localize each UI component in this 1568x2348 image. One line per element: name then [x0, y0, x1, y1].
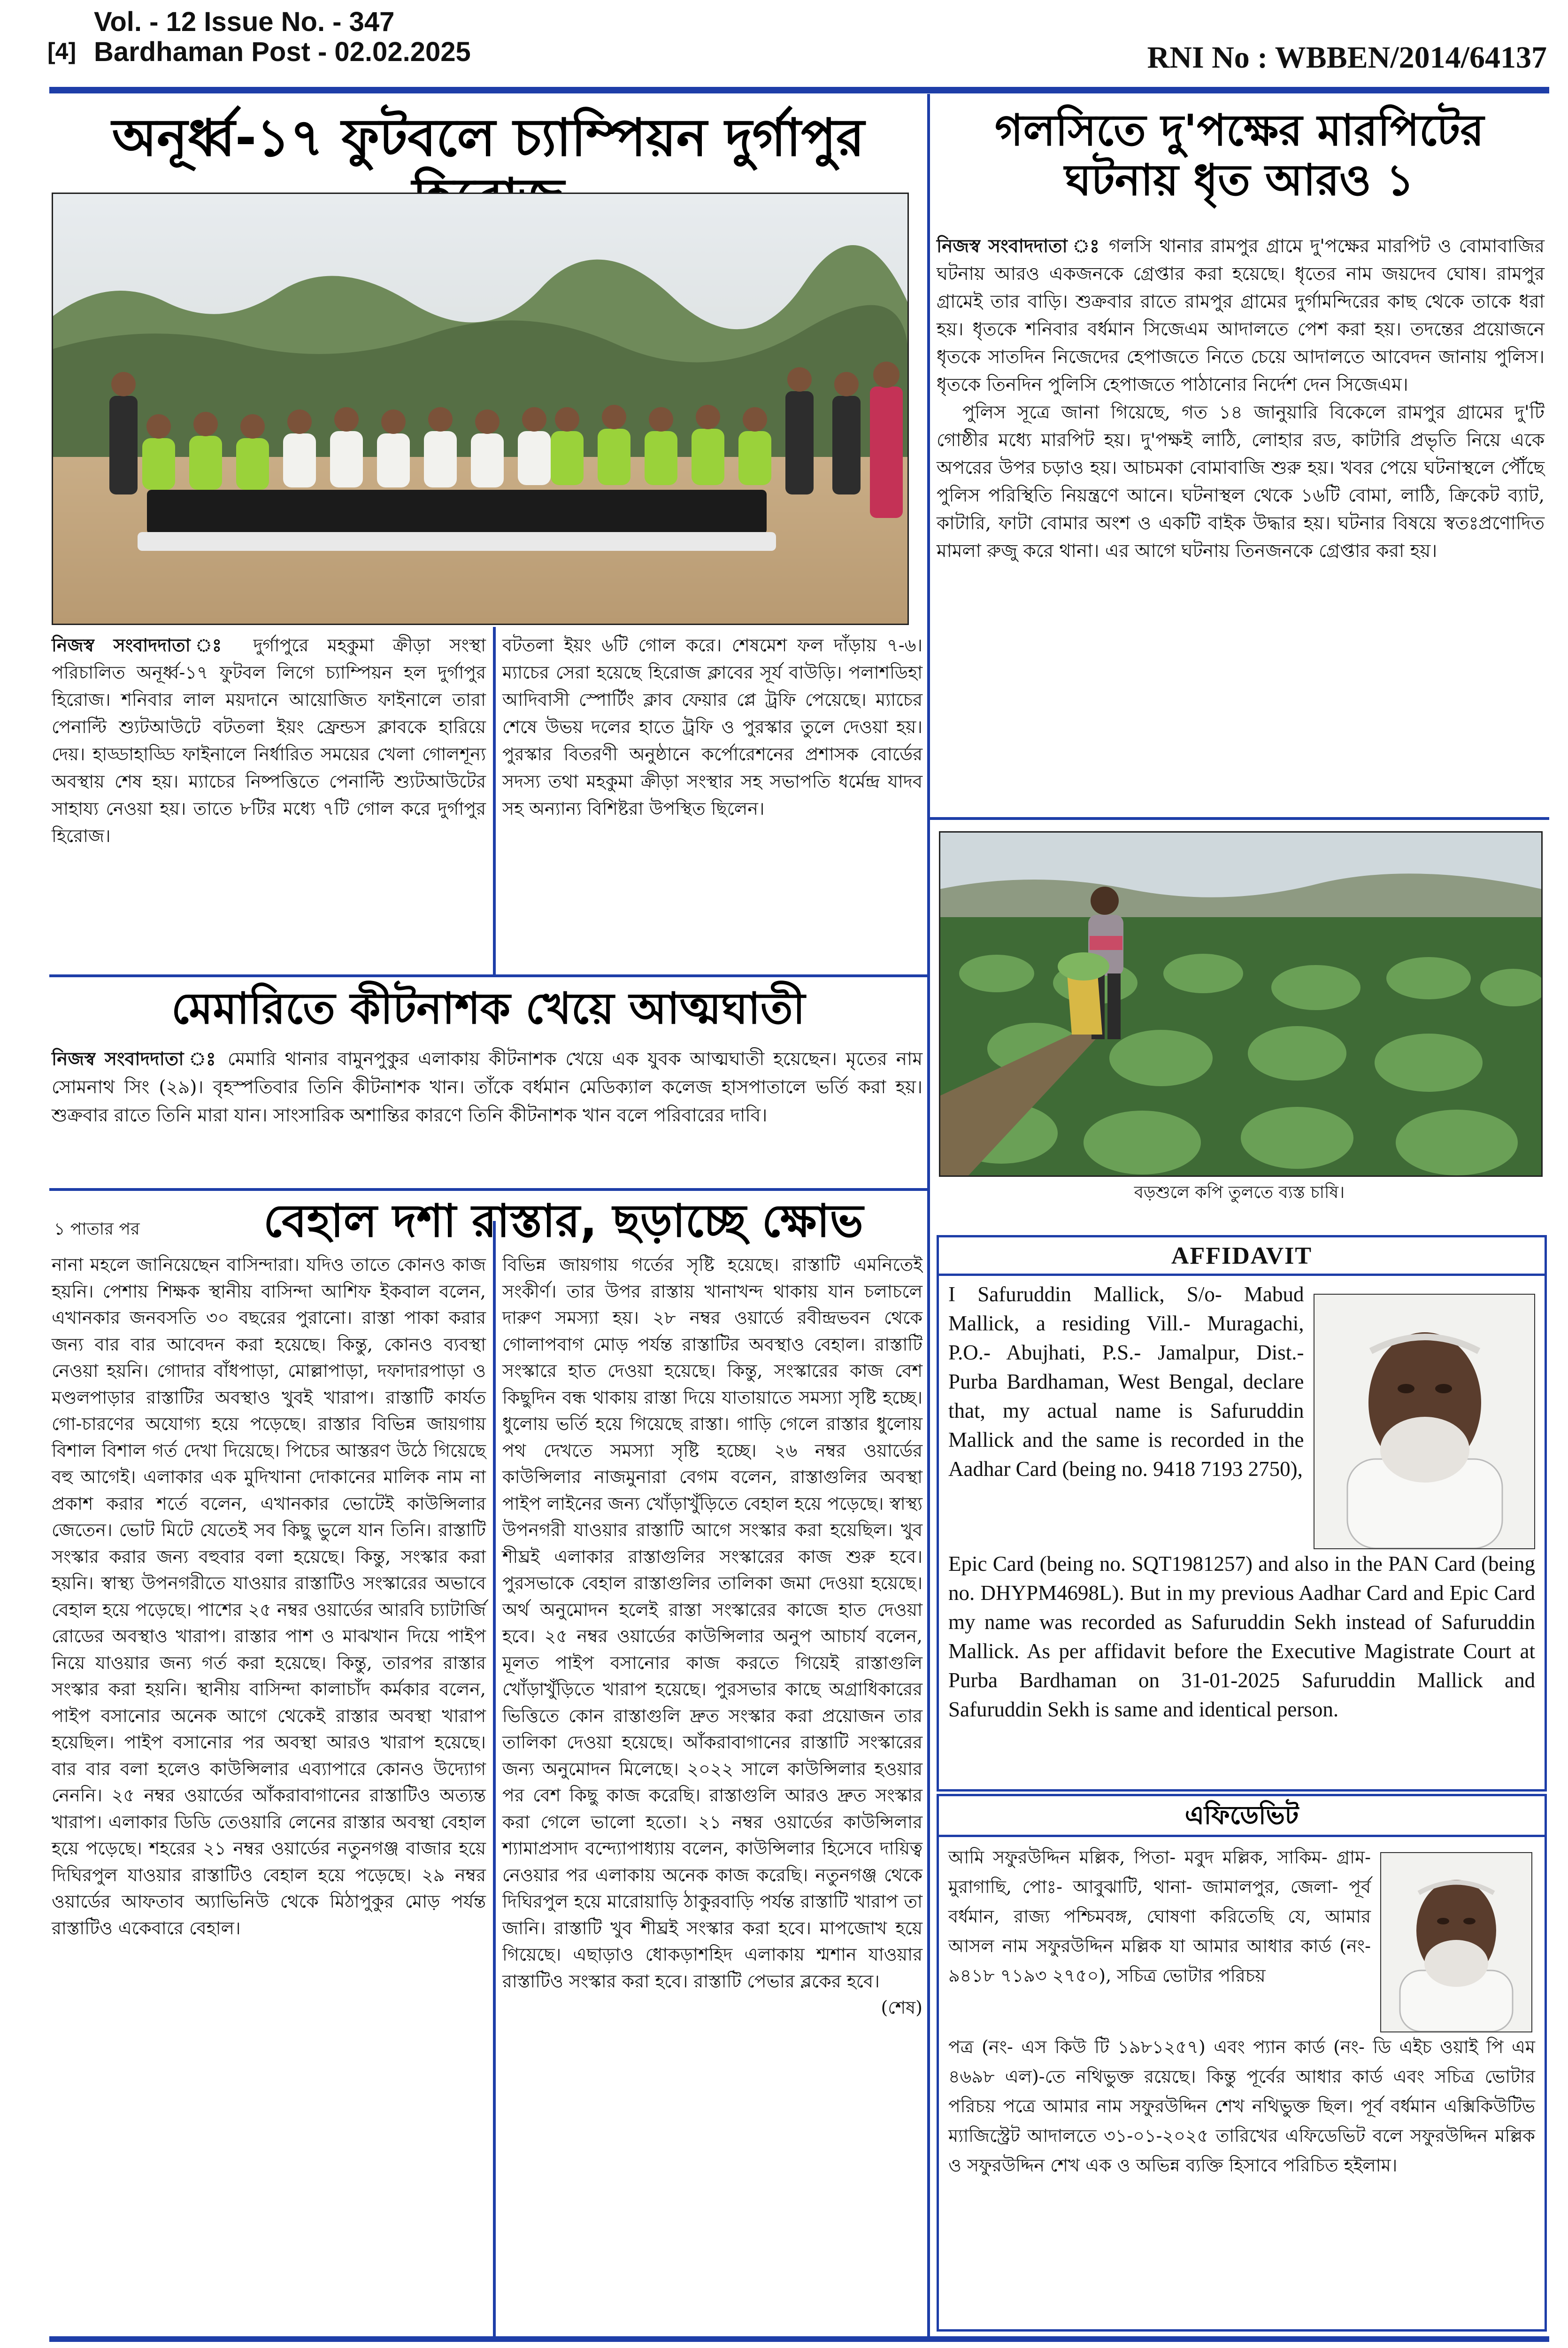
galsi-paragraph-1: [937, 232, 1545, 399]
affidavit-bengali-title: এফিডেভিট: [939, 1801, 1545, 1837]
affidavit-english-top: [948, 1280, 1535, 1549]
football-text-1: দুর্গাপুরে মহকুমা ক্রীড়া সংস্থা পরিচালিত অনূর্ধ্ব-১৭ ফুটবল লিগে চ্যাম্পিয়ন হল দুর্গাপুর হিরোজ। শনিবার লাল ময়দানে আয়োজিত ফাইনালে তারা পেনাল্টি শ্যুটআউটে বটতলা ইয়ং ফ্রেন্ডস ক্লাবকে হারিয়ে দেয়। হাড্ডাহাড্ডি ফাইনালে নির্ধারিত সময়ের খেলা গোলশূন্য অবস্থায় শেষ হয়। ম্যাচের নিষ্পত্তিতে পেনাল্টি শ্যুটআউটের সাহায্য নেওয়া হয়। তাতে ৮টির মধ্যে ৭টি গোল করে দুর্গাপুর হিরোজ।: [52, 635, 486, 846]
section-divider: [930, 817, 1549, 820]
road-text-2: বিভিন্ন জায়গায় গর্তের সৃষ্টি হয়েছে। রাস্তাটি এমনিতেই সংকীর্ণ। তার উপর রাস্তায় খানাখন্দ থাকায় যান চলাচলে দারুণ সমস্যা হয়। ২৮ নম্বর ওয়ার্ডে রবীন্দ্রভবন থেকে গোলাপবাগ মোড় পর্যন্ত রাস্তাটির অবস্থাও বেহাল। রাস্তাটি সংস্কারে হাত দেওয়া হয়েছে। কিন্তু, সংস্কারের কাজ বেশ কিছুদিন বন্ধ থাকায় রাস্তা দিয়ে যাতায়াতে সমস্যা সৃষ্টি হচ্ছে। ধুলোয় ভর্তি হয়ে গিয়েছে রাস্তা। গাড়ি গেলে রাস্তার ধুলোয় পথ দেখতে সমস্যা সৃষ্টি হচ্ছে। ২৬ নম্বর ওয়ার্ডের কাউন্সিলার নাজমুনারা বেগম বলেন, রাস্তাগুলির অবস্থা পাইপ লাইনের জন্য খোঁড়াখুঁড়িতে বেহাল হয়ে পড়েছে। স্বাস্থ্য উপনগরী যাওয়ার রাস্তাটি আগে সংস্কার করা হয়েছিল। খুব শীঘ্রই এলাকার রাস্তাগুলির সংস্কারের কাজ শুরু হবে। পুরসভাকে বেহাল রাস্তাগুলির তালিকা জমা দেওয়া হয়েছে। অর্থ অনুমোদন হলেই রাস্তা সংস্কারের কাজে হাত দেওয়া হবে। ২৫ নম্বর ওয়ার্ডের কাউন্সিলার অনুপ আচার্য বলেন, মূলত পাইপ বসানোর কাজ করতে গিয়েই রাস্তাগুলি খোঁড়াখুঁড়িতে খারাপ হয়েছে। পুরসভার কাছে অগ্রাধিকারের ভিত্তিতে কোন রাস্তাগুলি দ্রুত সংস্কার করা প্রয়োজন তার তালিকা দেওয়া হয়েছে। আঁকরাবাগানের রাস্তাটি সংস্কারের জন্য অনুমোদন মিলেছে। ২০২২ সালে কাউন্সিলার হওয়ার পর বেশ কিছু কাজ করেছি। রাস্তাগুলি আরও দ্রুত সংস্কার করা গেলে ভালো হতো। ২১ নম্বর ওয়ার্ডের কাউন্সিলার শ্যামাপ্রসাদ বন্দ্যোপাধ্যায় বলেন, কাউন্সিলার হিসেবে দায়িত্ব নেওয়ার পর এলাকায় অনেক কাজ করেছি। নতুনগঞ্জ থেকে দিঘিরপুল হয়ে মারোয়াড়ি ঠাকুরবাড়ি পর্যন্ত রাস্তাটি খারাপ তা জানি। রাস্তাটি খুব শীঘ্রই সংস্কার করা হবে। মাপজোখ হয়ে গিয়েছে। এছাড়াও ধোকড়াশহিদ এলাকায় শ্মশান যাওয়ার রাস্তাটিও সংস্কার করা হবে। রাস্তাটি পেভার ব্লকের হবে।: [502, 1254, 922, 1992]
affidavit-bengali-photo: [1380, 1852, 1532, 2032]
portrait-image: [1314, 1295, 1535, 1548]
affidavit-bengali-box: [937, 1794, 1547, 2332]
road-headline: বেহাল দশা রাস্তার, ছড়াচ্ছে ক্ষোভ: [263, 1195, 863, 1247]
affidavit-english-photo: [1314, 1294, 1535, 1549]
affidavit-english-box: [937, 1235, 1547, 1792]
galsi-byline: নিজস্ব সংবাদদাতা ঃ: [937, 235, 1101, 257]
column-divider: [927, 1202, 930, 2336]
affidavit-bengali-content: [939, 1837, 1545, 2180]
page-number: [4]: [47, 38, 77, 64]
road-end-mark: (শেষ): [881, 1997, 922, 2018]
column-divider: [927, 94, 930, 1202]
galsi-headline: [932, 106, 1547, 205]
football-column-2: [502, 632, 922, 822]
paper-date: Bardhaman Post - 02.02.2025: [94, 37, 471, 67]
rni-number: RNI No : WBBEN/2014/64137: [1147, 40, 1547, 75]
column-divider: [493, 1221, 496, 2336]
road-column-2: [502, 1251, 922, 2021]
affidavit-bengali-wrap-text: আমি সফুরউদ্দিন মল্লিক, পিতা- মবুদ মল্লিক, সাকিম- গ্রাম- মুরাগাছি, পোঃ- আবুঝাটি, থানা- জামালপুর, জেলা- পূর্ব বর্ধমান, রাজ্য পশ্চিমবঙ্গ, ঘোষণা করিতেছি যে, আমার আসল নাম সফুরউদ্দিন মল্লিক যা আমার আধার কার্ড (নং- ৯৪১৮ ৭১৯৩ ২৭৫০), সচিত্র ভোটার পরিচয়: [948, 1847, 1371, 1986]
galsi-headline-line-2: ঘটনায় ধৃত আরও ১: [1064, 154, 1414, 205]
memari-headline: মেমারিতে কীটনাশক খেয়ে আত্মঘাতী: [171, 983, 806, 1034]
road-column-1: নানা মহলে জানিয়েছেন বাসিন্দারা। যদিও তাতে কোনও কাজ হয়নি। পেশায় শিক্ষক স্থানীয় বাসিন্দা আশিফ ইকবাল বলেন, এখানকার জনবসতি ৩০ বছরের পুরানো। রাস্তা পাকা করার জন্য বার বার আবেদন করা হয়েছে। কিন্তু, কোনও ব্যবস্থা নেওয়া হয়নি। গোদার বাঁধপাড়া, মোল্লাপাড়া, দফাদারপাড়া ও মণ্ডলপাড়ার রাস্তাটির অবস্থাও খুবই খারাপ। রাস্তাটি কার্যত গো-চারণের অযোগ্য হয়ে পড়েছে। রাস্তার বিভিন্ন জায়গায় বিশাল বিশাল গর্ত দেখা দিয়েছে। পিচের আস্তরণ উঠে গিয়েছে বহু আগেই। এলাকার এক মুদিখানা দোকানের মালিক নাম না প্রকাশ করার শর্তে বলেন, এখানকার ভোটেই কাউন্সিলার জেতেন। ভোট মিটে যেতেই সব কিছু ভুলে যান তিনি। রাস্তাটি সংস্কার করার জন্য বহুবার বলা হয়েছে। কিন্তু, সংস্কার করা হয়নি। স্বাস্থ্য উপনগরীতে যাওয়ার রাস্তাটিও সংস্কারের অভাবে বেহাল হয়ে পড়েছে। পাশের ২৫ নম্বর ওয়ার্ডের আরবি চ্যাটার্জি রোডের অবস্থাও খারাপ। রাস্তার পাশ ও মাঝখান দিয়ে পাইপ নিয়ে যাওয়ার জন্য গর্ত করা হয়েছে। কিন্তু, তারপর রাস্তার সংস্কার করা হয়নি। স্থানীয় বাসিন্দা কালাচাঁদ কর্মকার বলেন, পাইপ বসানোর অনেক আগে থেকেই রাস্তার অবস্থা খারাপ হয়েছিল। পাইপ বসানোর পর অবস্থা আরও খারাপ হয়েছে। বার বার বলা হলেও কাউন্সিলার এব্যাপারে কোনও উদ্যোগ নেননি। ২৫ নম্বর ওয়ার্ডের আঁকরাবাগানের রাস্তাটিও অত্যন্ত খারাপ। এলাকার ডিডি তেওয়ারি লেনের রাস্তার অবস্থা বেহাল হয়ে পড়েছে। শহরের ২১ নম্বর ওয়ার্ডের নতুনগঞ্জ বাজার হয়ে দিঘিরপুল যাওয়ার রাস্তাটিও বেহাল হয়ে পড়েছে। ২৯ নম্বর ওয়ার্ডের আফতাব অ্যাভিনিউ থেকে মিঠাপুকুর মোড় পর্যন্ত রাস্তাটিও একেবারে বেহাল।: [52, 1254, 486, 1939]
column-divider: [493, 627, 496, 974]
affidavit-english-full-text: Epic Card (being no. SQT1981257) and also in the PAN Card (being no. DHYPM4698L). But in my previous Aadhar Card and Epic Card my name was recorded as Safuruddin Sekh instead of Safuruddin Mallick. As per affidavit before the Executive Magistrate Court at Purba Bardhaman on 31-01-2025 Safuruddin Mallick and Safuruddin Sekh is same and identical person.: [948, 1552, 1535, 1721]
galsi-headline-line-1: গলসিতে দু'পক্ষের মারপিটের: [995, 105, 1484, 155]
farmer-cauliflower-image: [940, 833, 1541, 1175]
affidavit-english-wrap-text: I Safuruddin Mallick, S/o- Mabud Mallick, a residing Vill.- Muragachi, P.O.- Abujhati, P.S.- Jamalpur, Dist.- Purba Bardhaman, West Bengal, declare that, my actual name is Safuruddin Mallick and the same is recorded in the Aadhar Card (being no. 9418 7193 2750),: [948, 1282, 1304, 1481]
section-divider: [49, 1188, 927, 1191]
affidavit-bengali-top: [948, 1843, 1535, 2032]
affidavit-bengali-full-text: পত্র (নং- এস কিউ টি ১৯৮১২৫৭) এবং প্যান কার্ড (নং- ডি এইচ ওয়াই পি এম ৪৬৯৮ এল)-তে নথিভুক্ত রয়েছে। কিন্তু পূর্বের আধার কার্ড এবং সচিত্র ভোটার পরিচয় পত্রে আমার নাম সফুরউদ্দিন শেখ নথিভুক্ত ছিল। পূর্ব বর্ধমান এক্সিকিউটিভ ম্যাজিস্ট্রেট আদালতে ৩১-০১-২০২৫ তারিখের এফিডেভিট বলে সফুরউদ্দিন মল্লিক ও সফুরউদ্দিন শেখ এক ও অভিন্ন ব্যক্তি হিসাবে পরিচিত হইলাম।: [948, 2037, 1535, 2176]
football-team-image: [53, 194, 907, 624]
bottom-rule: [49, 2336, 1549, 2342]
section-divider: [49, 974, 927, 977]
galsi-text-1: গলসি থানার রামপুর গ্রামে দু'পক্ষের মারপিট ও বোমাবাজির ঘটনায় আরও একজনকে গ্রেপ্তার করা হয়েছে। ধৃতের নাম জয়দেব ঘোষ। রামপুর গ্রামেই তার বাড়ি। শুক্রবার রাতে রামপুর গ্রামের দুর্গামন্দিরের কাছ থেকে তাকে ধরা হয়। ধৃতকে শনিবার বর্ধমান সিজেএম আদালতে পেশ করা হয়। তদন্তের প্রয়োজনে ধৃতকে সাতদিন নিজেদের হেপাজতে নিতে চেয়ে আদালতে আবেদন জানায় পুলিস। ধৃতকে তিনদিন পুলিসি হেপাজতে পাঠানোর নির্দেশ দেন সিজেএম।: [937, 236, 1545, 395]
volume-issue: Vol. - 12 Issue No. - 347: [94, 7, 395, 37]
galsi-body: [937, 232, 1545, 565]
football-team-photo: [52, 193, 909, 625]
farmer-photo-caption: বড়শুলে কপি তুলতে ব্যস্ত চাষি।: [1134, 1183, 1345, 1202]
farmer-photo: [939, 831, 1543, 1177]
affidavit-english-title: AFFIDAVIT: [939, 1242, 1545, 1276]
football-column-1: [52, 632, 486, 850]
memari-text: মেমারি থানার বামুনপুকুর এলাকায় কীটনাশক খেয়ে এক যুবক আত্মঘাতী হয়েছেন। মৃতের নাম সোমনাথ সিং (২৯)। বৃহস্পতিবার তিনি কীটনাশক খান। তাঁকে বর্ধমান মেডিক্যাল কলেজ হাসপাতালে ভর্তি করা হয়। শুক্রবার রাতে তিনি মারা যান। সাংসারিক অশান্তির কারণে তিনি কীটনাশক খান বলে পরিবারের দাবি।: [52, 1049, 922, 1126]
football-text-2: বটতলা ইয়ং ৬টি গোল করে। শেষমেশ ফল দাঁড়ায় ৭-৬। ম্যাচের সেরা হয়েছে হিরোজ ক্লাবের সূর্য বাউড়ি। পলাশডিহা আদিবাসী স্পোর্টিং ক্লাব ফেয়ার প্লে ট্রফি পেয়েছে। ম্যাচের শেষে উভয় দলের হাতে ট্রফি ও পুরস্কার তুলে দেওয়া হয়। পুরস্কার বিতরণী অনুষ্ঠানে কর্পোরেশনের প্রশাসক বোর্ডের সদস্য তথা মহকুমা ক্রীড়া সংস্থার সহ সভাপতি ধর্মেন্দ্র যাদব সহ অন্যান্য বিশিষ্টরা উপস্থিত ছিলেন।: [502, 635, 922, 819]
galsi-paragraph-2: পুলিস সূত্রে জানা গিয়েছে, গত ১৪ জানুয়ারি বিকেলে রামপুর গ্রামের দু'টি গোষ্ঠীর মধ্যে মারপিট হয়। দু'পক্ষই লাঠি, লোহার রড, কাটারি প্রভৃতি নিয়ে একে অপরের উপর চড়াও হয়। আচমকা বোমাবাজি শুরু হয়। খবর পেয়ে ঘটনাস্থলে পৌঁছে পুলিস পরিস্থিতি নিয়ন্ত্রণে আনে। ঘটনাস্থল থেকে ১৬টি বোমা, লাঠি, ক্রিকেট ব্যাট, কাটারি, ফাটা বোমার অংশ ও একটি বাইক উদ্ধার হয়। ঘটনার বিষয়ে স্বতঃপ্রণোদিত মামলা রুজু করে থানা। এর আগে ঘটনায় তিনজনকে গ্রেপ্তার করা হয়।: [937, 402, 1545, 562]
football-headline: অনূর্ধ্ব-১৭ ফুটবলে চ্যাম্পিয়ন দুর্গাপুর: [112, 108, 865, 168]
memari-body: [52, 1045, 922, 1130]
affidavit-english-content: [939, 1276, 1545, 1724]
road-continued-from: ১ পাতার পর: [54, 1220, 140, 1239]
top-rule: [49, 87, 1549, 93]
portrait-image: [1381, 1853, 1531, 2031]
volume-issue-date: [94, 7, 471, 67]
football-byline: নিজস্ব সংবাদদাতা ঃ: [52, 634, 235, 656]
memari-byline: নিজস্ব সংবাদদাতা ঃ: [52, 1048, 219, 1070]
